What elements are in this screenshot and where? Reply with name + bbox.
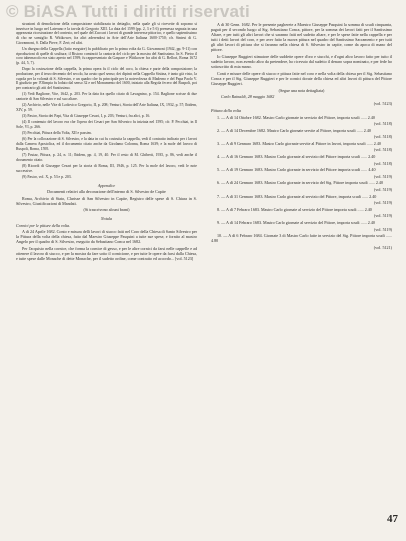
- paragraph: Conti e misure delle opere di stucco e pittura fatte nel coro e nella volta della chiesa per il Sig. Sebastiano Conca e per il Sig. Giuseppe Ruggieri e per le cornici dorate della chiesa ed altri lavori di pittura del Pittore Giuseppe Ruggieri.: [211, 70, 392, 87]
- section-heading: Notula: [100, 215, 113, 221]
- paragraph: Io Giuseppe Ruggieri stimatore delle suddette opere d'oro e stucchi, e d'ogni altro lavoro fatto per tutto il sudetto lavoro, non avendo altro da pretendere, ho ricevuto dal sudetto il denaro sopra nominato, e per fede ho sottoscritto di mia mano.: [211, 54, 392, 70]
- watermark: © BiASA Tutti i diritti riservati: [6, 2, 250, 21]
- transcription-note: (Segue una nota dettagliata): [278, 87, 325, 93]
- volume-reference: (vol. 5118): [373, 147, 392, 153]
- footnote: (9) Pastor, vol. X, p. 53 e p. 203.: [22, 174, 72, 179]
- paragraph: Per l'acquisto nella cornice, che forma la cornice di gesso, e per le altre cornici da farsi nelle cappelle e ad ottenere il lavoro di stucco, e per la mostra da fare sotto il cornicione, e per tutte le opere da farsi dalla Chiesa, e tutte spese dalle Monache di dette Monache, per il sudetto ordine, come contratto ed accordo... [vol. 5123]: [16, 246, 197, 262]
- appendix-heading: Appendice: [97, 182, 116, 188]
- volume-reference: (vol. 5119): [373, 187, 392, 193]
- footnote: (7) Frutaz, Pittura, p. 24, n. 11; Ibidem, pp. 4, 19, 40. Per il resto di M. Ghiberti, 1935, p. 86, vedi anche il documento citato.: [16, 153, 197, 162]
- ledger-entry: 8. — A dì 7 Febraro 1683. Mastro Carlo giornate al servizio del Pittore importa scudi ...... 2.40: [217, 206, 372, 212]
- volume-reference: (vol. 5119): [373, 200, 392, 206]
- volume-reference: (vol. 5118): [373, 121, 392, 127]
- archive-reference: Roma, Archivio di Stato, Clarisse di San Silvestro in Capite, Registro delle spese di S. Chiara in S. Silvestro, Giustificazioni di Mandati.: [16, 195, 197, 206]
- footnote: (3) Pastor, Storia dei Papi, Vita di Giuseppe Cesari, I, p. 203; Venturi, fra altri, p. 16.: [22, 114, 151, 119]
- ledger-entry: 2. — A dì 14 Decembre 1682. Mastro Carlo giornate servite al Pittore, importa scudi ...... 2.40: [217, 127, 371, 133]
- page-number: 47: [387, 513, 398, 525]
- ledger-entry: 1. — A dì 14 Ottobre 1682. Mastro Carlo giornate in servizio del Pittore, importa scudi ...... 2.40: [217, 114, 375, 120]
- transcription-note: (Si trascrivono alcuni brani): [83, 207, 130, 213]
- ledger-entry: 10. — A dì 6 Febraro 1684. Giornate 3 di Mastro Carlo fatte in servizio del Sig. Pittore importa scudi ...... 4.80: [211, 233, 392, 244]
- paragraph: A di 24 Aprile 1682. Conto e misura delli lavori di stucco fatti nel Coro della Chiesa di Santo Silvestro per la Pittura della volta della chiesa, fatto dal Maestro Giuseppe Pasquini a tutte sue spese, e fornito al mastro Angelo per il quadro di S. Silvestro, eseguito da Sebastiano Conca nel 1682.: [16, 229, 197, 245]
- signature-line: Carlo Rainaldi, 28 maggio 1682: [221, 94, 275, 100]
- paragraph: Dopo la costruzione della cappella, la prima opera fu il ciclo del coro, la chiesa e parte della composizione; la produzione, per il terzo decennio del secolo, ha avuto quel senso; dei dipinti nella Cappella Sistina, è tanto già visto, la cupola per la volontà di S. Silvestro, e un quadro che fu principale per la notevolezza di Maderno e del Papa Paolo V. Il giudizio per l'Olimpia fu lodato dal senso 32 e nel Monumento del 1600, iniziato alla Regola fecero del Ruspoli, poi per contrario gli atti del Santissimo.: [16, 67, 197, 91]
- volume-reference: (vol. 5118): [373, 160, 392, 166]
- volume-reference: (vol. 5118): [373, 134, 392, 140]
- volume-reference: (vol. 5121): [373, 244, 392, 250]
- footnote: (6) Per la collocazione di S. Silvestro, e la data in cui fu costruita la cappella, vedi il contratto indicato per i lavori dalla Camera Apostolica, ed il documento citato anche da Girolamo Colonna, Roma 1639; e la mole del lavoro di Ruspoli, Roma, 1595.: [16, 137, 197, 151]
- right-column: [211, 22, 392, 251]
- paragraph: Un disegno della Cappella (fatto eseguire) fu pubblicato per la prima volta da G. Giovannoni (1942, pp. 9-11) con riproduzioni di quelle di scultura; il Ristoro cominciò la cantoria del ciclo per la mostra del Santissimo. In S. Pietro il coro tabernacolo era stato aperto nel 1599; fu rappresentato da Gaspare e Wittkower fra altri di G. Bellori, Roma 1672 (p. 44, 5, 7).: [16, 47, 197, 66]
- volume-reference: (vol. 5123): [373, 100, 392, 106]
- ledger-entry: 4. — A dì 16 Gennaro 1683. Mastro Carlo giornate al servizio del Pittore importa scudi ...... 2.40: [217, 154, 376, 160]
- volume-reference: (vol. 5119): [373, 173, 392, 179]
- section-caption: Cornici per le pitture della volta.: [16, 222, 71, 228]
- section-caption: Pittura della volta: [211, 107, 242, 113]
- ledger-entry: 9. — A dì 14 Febraro 1683. Mastro Carlo giornate al servizio del Pittore, importa scudi ...... 2.40: [217, 220, 375, 225]
- ledger-entry: 3. — A dì 9 Gennaro 1683. Mastro Carlo giornate servite al Pittore in lavori, importa scudi ...... 2.40: [217, 140, 381, 146]
- footnote: (5) Pecchiai, Pittura della Volta, XII e passim.: [22, 131, 92, 136]
- volume-reference: (vol. 5119): [373, 213, 392, 219]
- footnote: (4) Il contenuto del lavoro era che l'opera dei Cesari per San Silvestro fu iniziata nel 1595; cfr. P. Pecchiai, in Il Sole, VI, p. 266.: [16, 120, 197, 130]
- footnote: (8) Ricordi di Giuseppe Cesari per la storia di Roma, III, 1946, p. 125. Per la mole del lavoro, vedi le note successive.: [16, 163, 197, 173]
- footnote: (2) Archivio, nelle Vite di Lodovico Gregorio, II, p. 208; Venturi, Storia dell'Arte Italiana, IX, 1932, p. 57; Ibidem, XIV, p. 59.: [16, 103, 197, 112]
- ledger-entry: 5. — A dì 19 Gennaro 1683. Mastro Carlo giornate in servizio del Pittore importa scudi ...... 4.40: [217, 167, 376, 173]
- paragraph: struzioni di demolizione della composizione stabilizzata in dettaglio, nella quale gli si ricevette di soprano si inserisce in luogo nel Laterano e la tavola di Gregorio XIII. La data del 1599 (pp. 2, 3 e 5 6) premessa segnata in una apprezzata ricostruzione del contesto, nel quale del Zuccari i lavori di grande interesse pittorico, e quello sapientissimo di cho ne somiglio R. Wittkower, fra altri aderendosi in Arte dell'Arte Italiana 1600-1750; cfr. Sintesi di G. Giovannoni, S. Dalla Pieve, F. Zeri; ed altri.: [16, 22, 197, 45]
- footnote: (1) Vedi Baglione, Vite, 1642, p. 203. Per la data fra quello citato di Lavagnino, p. 154. Baglione scrisse di due cantorie di San Silvestro e sul suo altare.: [16, 92, 197, 102]
- ledger-entry: 7. — A dì 31 Gennaro 1683. Mastro Carlo giornate al servizio del Pittore, importa scudi ...... 2.40: [217, 193, 377, 199]
- paragraph: A di 30 Genn. 1682. Per le presente pagherete a Maestro Giuseppe Pasquini la somma di scudi cinquanta, pagati per il secondo luogo al Sig. Sebastiano Conca, pittore, per la somma dei lavori fatti per il Santissimo Altare, e per tutti gli altri lavori che si saranno fatti nel sudetto altare, e per le spese fatte nella cappella e per tutti i detti lavori del coro, e per aver fatto la nuova pittura nel quadro del Santissimo Sacramento e per tutti gli altri lavori di pittura che si faranno nella chiesa di S. Silvestro in capite, come da apoca di mano del pittore.: [211, 22, 392, 53]
- left-column: [16, 22, 197, 263]
- volume-reference: (vol. 5119): [373, 226, 392, 232]
- appendix-title: Documenti relativi alla decorazione dell'interno di S. Silvestro de Capite: [47, 189, 166, 195]
- ledger-entry: 6. — A dì 24 Gennaro 1683. Mastro Carlo giornate in servizio del Sig. Pittore importa scudi ...... 2.40: [217, 180, 384, 186]
